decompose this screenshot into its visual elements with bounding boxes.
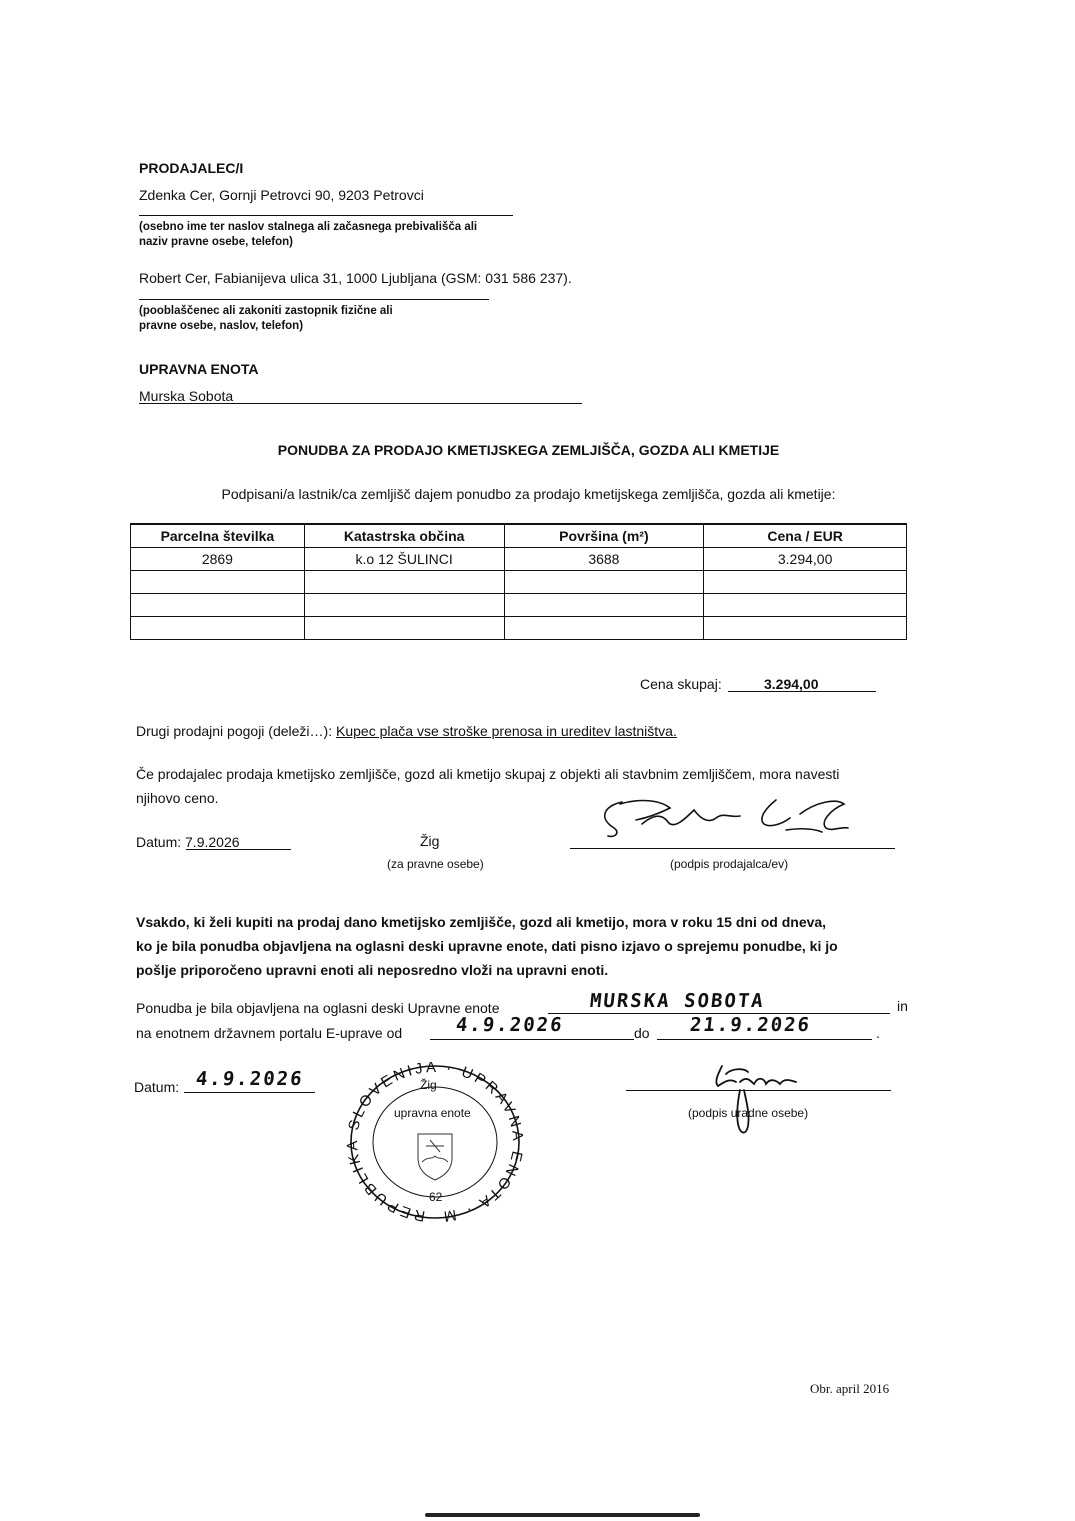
form-version-footer: Obr. april 2016 <box>810 1381 890 1396</box>
scan-edge-mark <box>425 1513 700 1517</box>
cell-cadastral-municipality <box>304 594 504 617</box>
seller-underline <box>139 215 513 216</box>
official-stamp-label2: upravna enote <box>394 1106 471 1120</box>
representative-caption-line2: pravne osebe, naslov, telefon) <box>139 320 304 332</box>
table-row <box>131 594 907 617</box>
seller-name-address: Zdenka Cer, Gornji Petrovci 90, 9203 Petrovci <box>139 187 424 203</box>
representative-caption <box>139 304 393 334</box>
seller-signature-line <box>570 848 895 849</box>
seller-caption <box>139 220 477 250</box>
publication-text-b: na enotnem državnem portalu E-uprave od <box>136 1025 403 1041</box>
cell-price: 3.294,00 <box>704 548 907 571</box>
parcel-table <box>130 523 907 640</box>
publication-to-handwritten: 21.9.2026 <box>688 1014 813 1036</box>
date2-label: Datum: <box>134 1079 180 1095</box>
cell-price <box>704 594 907 617</box>
cell-area <box>504 571 704 594</box>
official-stamp <box>340 1062 530 1224</box>
seller-caption-line2: naziv pravne osebe, telefon) <box>139 236 294 248</box>
cell-parcel-number <box>131 594 305 617</box>
admin-unit-value: Murska Sobota <box>139 388 234 404</box>
publication-end: . <box>876 1025 880 1041</box>
buyer-notice-line1: Vsakdo, ki želi kupiti na prodaj dano kmetijsko zemljišče, gozd ali kmetijo, mora v roku 15 dni od dneva, <box>136 914 827 930</box>
publication-to-underline <box>657 1039 872 1040</box>
stamp-caption: (za pravne osebe) <box>387 857 484 871</box>
table-row <box>131 571 907 594</box>
official-signature-caption: (podpis uradne osebe) <box>688 1106 809 1120</box>
publication-from-handwritten: 4.9.2026 <box>454 1014 565 1036</box>
intro-text: Podpisani/a lastnik/ca zemljišč dajem ponudbo za prodajo kmetijskega zemljišča, gozda ali kmetije: <box>221 486 836 502</box>
total-label: Cena skupaj: <box>640 676 722 692</box>
buyer-notice-line3: pošlje priporočeno upravni enoti ali neposredno vloži na upravni enoti. <box>136 962 609 978</box>
seller-caption-line1: (osebno ime ter naslov stalnega ali začasnega prebivališča ali <box>139 221 478 233</box>
cell-price <box>704 617 907 640</box>
official-stamp-number: 62 <box>429 1190 443 1204</box>
date1-underline <box>186 849 291 850</box>
stamp-label: Žig <box>420 833 440 849</box>
cell-area <box>504 617 704 640</box>
publication-from-underline <box>430 1039 634 1040</box>
other-terms-label: Drugi prodajni pogoji (deleži…): <box>136 723 333 739</box>
cell-parcel-number: 2869 <box>131 548 305 571</box>
header-cadastral-municipality: Katastrska občina <box>304 524 504 548</box>
official-signature-line <box>626 1090 891 1091</box>
seller-signature-caption: (podpis prodajalca/ev) <box>670 857 789 871</box>
buyer-notice <box>136 910 838 982</box>
note-objects-line2: njihovo ceno. <box>136 790 219 806</box>
publication-text-in: in <box>897 998 908 1014</box>
header-price: Cena / EUR <box>704 524 907 548</box>
publication-unit-handwritten: MURSKA SOBOTA <box>588 990 766 1012</box>
publication-text-do: do <box>634 1025 650 1041</box>
table-row <box>131 548 907 571</box>
other-terms <box>136 723 677 739</box>
admin-unit-underline <box>139 403 582 404</box>
seller-heading: PRODAJALEC/I <box>139 160 244 176</box>
document-title: PONUDBA ZA PRODAJO KMETIJSKEGA ZEMLJIŠČA, GOZDA ALI KMETIJE <box>277 442 780 458</box>
date1-value: 7.9.2026 <box>185 834 240 850</box>
cell-area: 3688 <box>504 548 704 571</box>
cell-area <box>504 594 704 617</box>
table-row <box>131 617 907 640</box>
cell-price <box>704 571 907 594</box>
buyer-notice-line2: ko je bila ponudba objavljena na oglasni deski upravne enote, dati pisno izjavo o sprejemu ponudbe, ki jo <box>136 938 838 954</box>
representative-caption-line1: (pooblaščenec ali zakoniti zastopnik fizične ali <box>139 305 393 317</box>
other-terms-value: Kupec plača vse stroške prenosa in ureditev lastništva. <box>336 723 677 739</box>
seller-signature-graphic <box>590 788 860 848</box>
date2-underline <box>184 1092 315 1093</box>
total-value: 3.294,00 <box>764 676 819 692</box>
date1 <box>136 834 240 850</box>
cell-parcel-number <box>131 617 305 640</box>
cell-cadastral-municipality <box>304 571 504 594</box>
date1-label: Datum: <box>136 834 182 850</box>
official-signature-graphic <box>700 1060 810 1140</box>
representative-text: Robert Cer, Fabianijeva ulica 31, 1000 Ljubljana (GSM: 031 586 237). <box>139 270 572 286</box>
official-stamp-label: Žig <box>420 1078 437 1092</box>
representative-underline <box>139 299 489 300</box>
header-parcel-number: Parcelna številka <box>131 524 305 548</box>
official-stamp-ring-text: REPUBLIKA SLOVENIJA · UPRAVNA ENOTA · M <box>343 1062 527 1224</box>
total-underline <box>728 691 876 692</box>
cell-cadastral-municipality: k.o 12 ŠULINCI <box>304 548 504 571</box>
table-header-row <box>131 524 907 548</box>
date2-handwritten: 4.9.2026 <box>194 1068 305 1090</box>
cell-parcel-number <box>131 571 305 594</box>
publication-text-a: Ponudba je bila objavljena na oglasni deski Upravne enote <box>136 1000 500 1016</box>
admin-unit-heading: UPRAVNA ENOTA <box>139 361 259 377</box>
note-objects-line1: Če prodajalec prodaja kmetijsko zemljišče, gozd ali kmetijo skupaj z objekti ali stavbnim zemljiščem, mora navesti <box>136 766 840 782</box>
header-area: Površina (m²) <box>504 524 704 548</box>
cell-cadastral-municipality <box>304 617 504 640</box>
